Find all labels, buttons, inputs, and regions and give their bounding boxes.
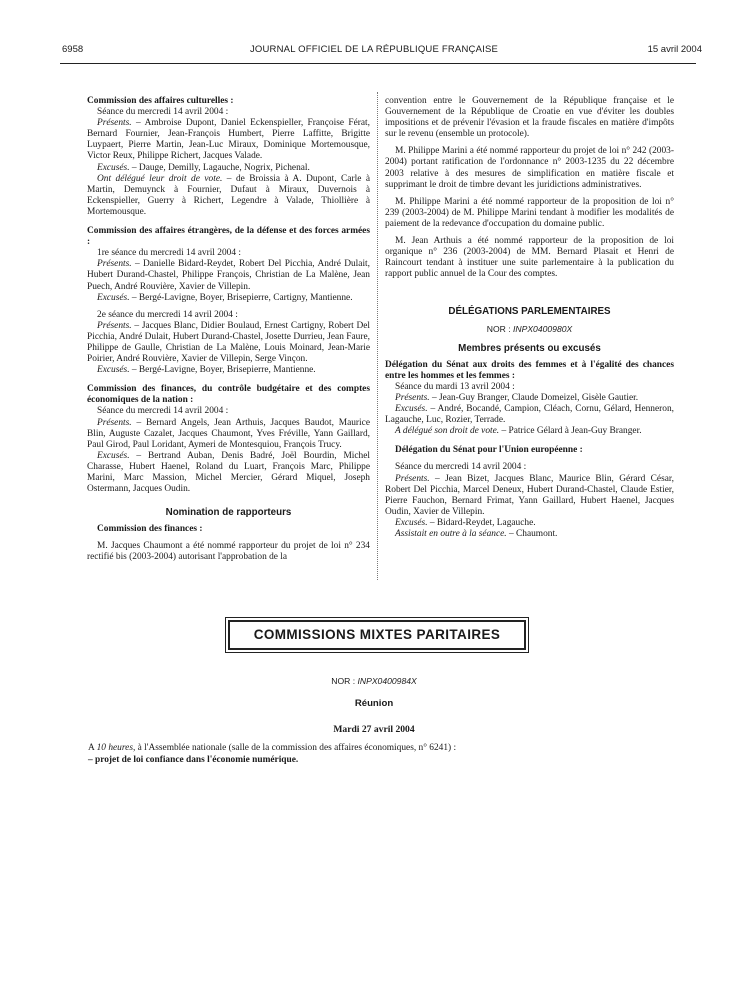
right-para-2: M. Philippe Marini a été nommé rapporteur du projet de loi n° 242 (2003-2004) portant ratification de l'ordonnance n° 2003-1235 du 22 décembre 2003 relative à des mesures de simplification en matière fiscale et supprimant le droit de timbre devant les juridictions administratives. bbox=[385, 146, 674, 190]
header-rule bbox=[60, 63, 696, 64]
column-divider bbox=[377, 92, 378, 580]
cmp-agenda-line-2: – projet de loi confiance dans l'économie numérique. bbox=[88, 754, 299, 765]
cmp-agenda-line-1: A 10 heures, à l'Assemblée nationale (salle de la commission des affaires économiques, n° 6241) : bbox=[88, 743, 457, 753]
right-para-3: M. Philippe Marini a été nommé rapporteur de la proposition de loi n° 239 (2003-2004) de M. Philippe Marini tendant à modifier les modalités de paiement de la redevance d'occupation du domaine public. bbox=[385, 196, 674, 229]
cmp-date: Mardi 27 avril 2004 bbox=[333, 724, 415, 735]
right-para-4: M. Jean Arthuis a été nommé rapporteur de la proposition de loi organique n° 236 (2003-2004) de MM. Bernard Plasait et Henri de Raincourt tendant à instituer une suite parlementaire à la publication du rapport public annuel de la Cour des comptes. bbox=[385, 236, 674, 280]
etr-excuses-2: Excusés. – Bergé-Lavigne, Boyer, Brisepierre, Mantienne. bbox=[97, 365, 316, 376]
fin-heading: Commission des finances, du contrôle budgétaire et des comptes économiques de la nation : bbox=[87, 384, 370, 406]
cmp-title-box: COMMISSIONS MIXTES PARITAIRES bbox=[228, 620, 526, 650]
etr-seance-2: 2e séance du mercredi 14 avril 2004 : bbox=[97, 309, 238, 320]
femmes-heading: Délégation du Sénat aux droits des femmes et à l'égalité des chances entre les hommes et les femmes : bbox=[385, 359, 674, 381]
right-para-1: convention entre le Gouvernement de la République française et le Gouvernement de la République de Croatie en vue d'éviter les doubles impositions et de prévenir l'évasion et la fraude fiscales en matière d'impôts sur le revenu (ensemble un protocole). bbox=[385, 96, 674, 140]
cmp-reunion-title: Réunion bbox=[354, 698, 394, 709]
page-header bbox=[36, 16, 712, 55]
etr-presents-1: Présents. – Danielle Bidard-Reydet, Robert Del Picchia, André Dulait, Hubert Durand-Chastel, Philippe François, Christian de La Malène, Jean Puech, André Rouvière, Xavier de Villepin. bbox=[87, 259, 370, 292]
etr-seance-1: 1re séance du mercredi 14 avril 2004 : bbox=[97, 248, 241, 259]
femmes-presents: Présents. – Jean-Guy Branger, Claude Domeizel, Gisèle Gautier. bbox=[395, 392, 639, 403]
membres-title: Membres présents ou excusés bbox=[458, 342, 601, 354]
fin-seance: Séance du mercredi 14 avril 2004 : bbox=[97, 406, 229, 417]
nomination-heading: Commission des finances : bbox=[97, 524, 203, 535]
etr-presents-2: Présents. – Jacques Blanc, Didier Boulaud, Ernest Cartigny, Robert Del Picchia, André Dulait, Hubert Durand-Chastel, Josette Durrieu, Jean Faure, Philippe de Gaulle, Christian de La Malène, Louis Moinard, Jean-Marie Poirier, André Rouvière, Xavier de Villepin, Serge Vinçon. bbox=[87, 320, 370, 365]
femmes-seance: Séance du mardi 13 avril 2004 : bbox=[395, 381, 515, 392]
femmes-delegue: A délégué son droit de vote. – Patrice Gélard à Jean-Guy Branger. bbox=[395, 426, 642, 437]
fin-excuses: Excusés. – Bertrand Auban, Denis Badré, Joël Bourdin, Michel Charasse, Hubert Haenel, Roland du Luart, François Marc, Philippe Marini, Marc Massion, Michel Mercier, Gérard Miquel, Joseph Ostermann, Jacques Oudin. bbox=[87, 450, 370, 495]
cult-heading: Commission des affaires culturelles : bbox=[87, 96, 234, 106]
nomination-title: Nomination de rapporteurs bbox=[165, 507, 292, 519]
cult-delegue: Ont délégué leur droit de vote. – de Broissia à A. Dupont, Carle à Martin, Demuynck à Fournier, Dufaut à Miraux, Duvernois à Eckenspieller, Guerry à Richert, Legendre à Valade, Thiollière à Mortemousque. bbox=[87, 173, 370, 217]
nomination-para: M. Jacques Chaumont a été nommé rapporteur du projet de loi n° 234 rectifié bis (2003-2004) autorisant l'approbation de la bbox=[87, 541, 370, 563]
etr-excuses-1: Excusés. – Bergé-Lavigne, Boyer, Brisepierre, Cartigny, Mantienne. bbox=[97, 292, 353, 303]
cmp-agenda bbox=[88, 743, 688, 766]
journal-title: JOURNAL OFFICIEL DE LA RÉPUBLIQUE FRANÇAISE bbox=[249, 44, 499, 55]
cmp-nor-reference: NOR : INPX0400984X bbox=[331, 676, 417, 686]
europe-heading: Délégation du Sénat pour l'Union européenne : bbox=[395, 445, 583, 456]
delegations-title: DÉLÉGATIONS PARLEMENTAIRES bbox=[448, 306, 611, 318]
page-number: 6958 bbox=[62, 44, 84, 55]
europe-excuses: Excusés. – Bidard-Reydet, Lagauche. bbox=[395, 517, 536, 528]
europe-seance: Séance du mercredi 14 avril 2004 : bbox=[395, 462, 527, 473]
spacer bbox=[385, 280, 674, 294]
nor-reference: NOR : INPX0400980X bbox=[486, 323, 573, 334]
issue-date: 15 avril 2004 bbox=[647, 44, 702, 55]
left-column bbox=[87, 96, 370, 564]
right-column bbox=[385, 96, 674, 540]
cult-presents: Présents. – Ambroise Dupont, Daniel Eckenspieller, Françoise Férat, Bernard Fournier, Jean-François Humbert, Pierre Laffitte, Brigitte Luypaert, Pierre Martin, Jean-Luc Miraux, Dominique Mortemousque, Victor Reux, Philippe Richert, Jacques Valade. bbox=[87, 118, 370, 162]
fin-presents: Présents. – Bernard Angels, Jean Arthuis, Jacques Baudot, Maurice Blin, Auguste Cazalet, Jacques Chaumont, Yves Fréville, Yann Gaillard, Paul Girod, Paul Loridant, Aymeri de Montesquiou, François Trucy. bbox=[87, 417, 370, 450]
europe-presents: Présents. – Jean Bizet, Jacques Blanc, Maurice Blin, Gérard César, Robert Del Picchia, Marcel Deneux, Hubert Durand-Chastel, Claude Estier, Pierre Fauchon, Bernard Frimat, Yann Gaillard, Hubert Haenel, Jacques Oudin, Xavier de Villepin. bbox=[385, 473, 674, 517]
femmes-excuses: Excusés. – André, Bocandé, Campion, Cléach, Cornu, Gélard, Henneron, Lagauche, Luc, Rozier, Terrade. bbox=[385, 404, 674, 426]
cult-excuses: Excusés. – Dauge, Demilly, Lagauche, Nogrix, Pichenal. bbox=[97, 162, 310, 173]
europe-assistait: Assistait en outre à la séance. – Chaumont. bbox=[395, 529, 558, 539]
cult-seance: Séance du mercredi 14 avril 2004 : bbox=[97, 107, 229, 118]
etr-heading: Commission des affaires étrangères, de la défense et des forces armées : bbox=[87, 226, 370, 248]
